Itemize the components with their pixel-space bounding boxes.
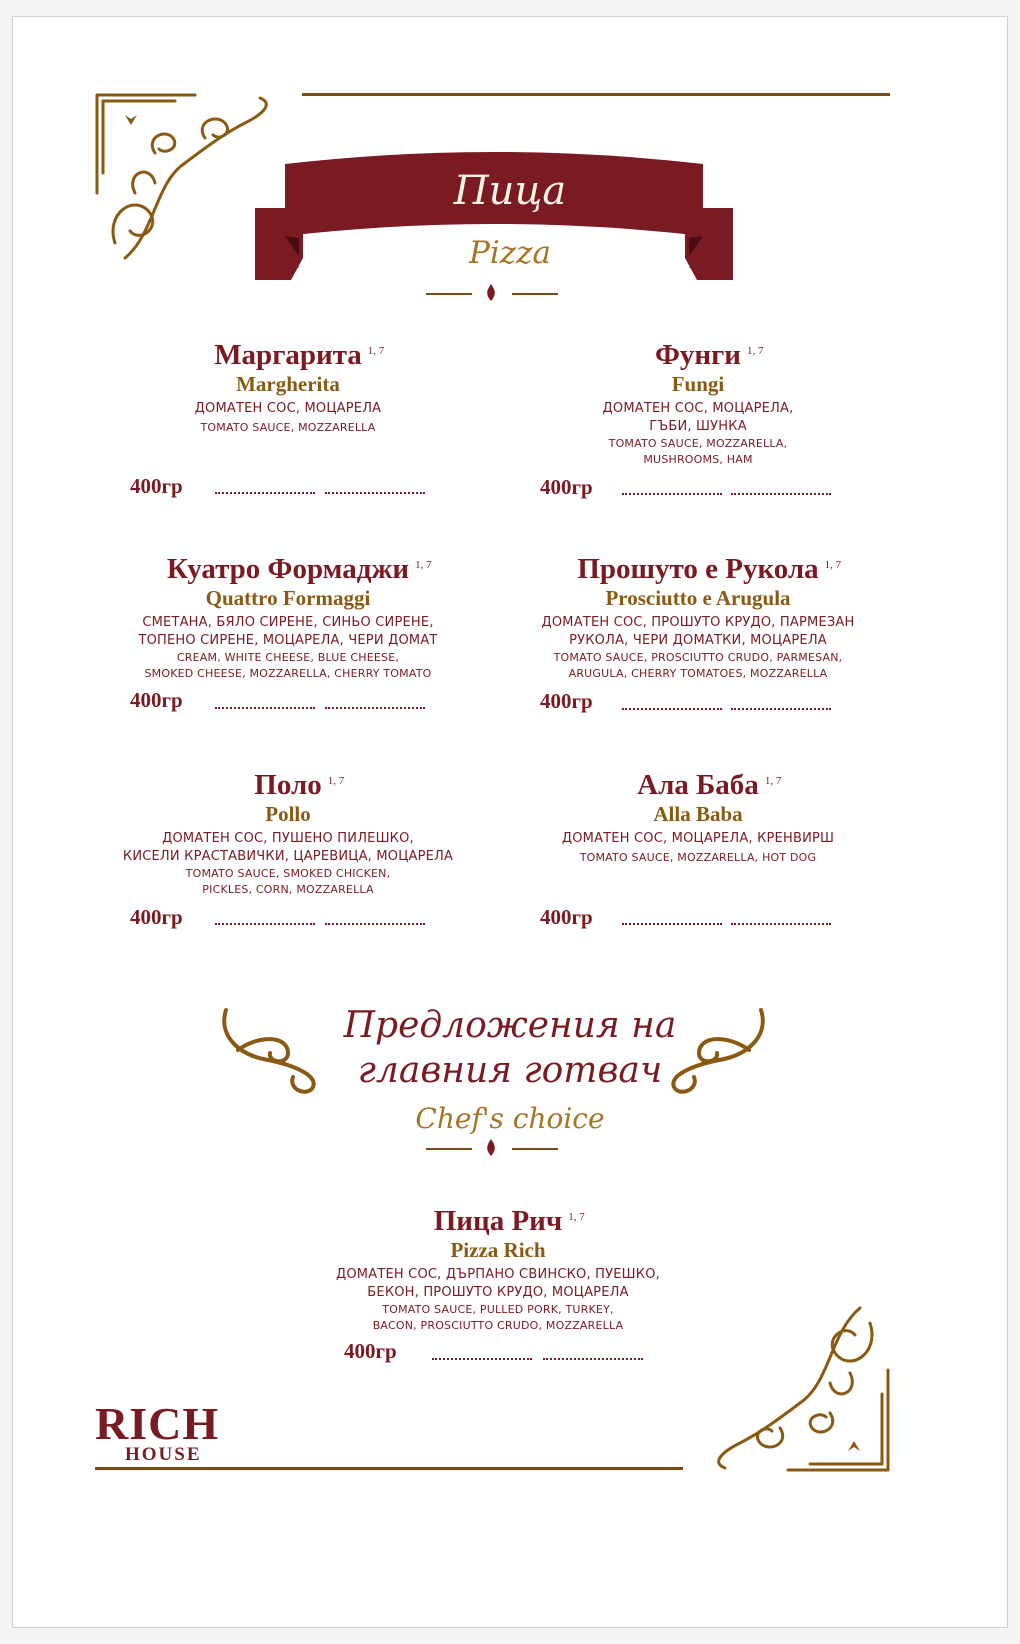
chef-divider-right	[512, 1148, 558, 1150]
allergen-codes: 1, 7	[367, 345, 385, 357]
logo-rich: RICH	[95, 1398, 220, 1449]
title-divider-right	[512, 293, 558, 295]
price-dots	[731, 708, 831, 710]
dish-name-en: Alla Baba	[653, 802, 743, 826]
menu-item-prosciutto-arugula	[488, 552, 908, 682]
chef-divider-left	[426, 1148, 472, 1150]
ingredients-bg: ДОМАТЕН СОС, ДЪРПАНО СВИНСКО, ПУЕШКО, БЕКОН, ПРОШУТО КРУДО, МОЦАРЕЛА	[336, 1267, 660, 1300]
price-dots	[622, 923, 722, 925]
ingredients-en: TOMATO SAUCE, MOZZARELLA	[200, 421, 376, 434]
title-divider-left	[426, 293, 472, 295]
menu-item-margherita	[78, 338, 498, 436]
ingredients-bg: ДОМАТЕН СОС, МОЦАРЕЛА	[194, 401, 382, 416]
dish-name-en: Quattro Formaggi	[205, 586, 371, 610]
price-dots	[543, 1358, 643, 1360]
ingredients-bg: ДОМАТЕН СОС, МОЦАРЕЛА, КРЕНВИРШ	[561, 831, 835, 846]
allergen-codes: 1, 7	[747, 345, 764, 357]
dish-weight: 400гр	[540, 689, 593, 713]
price-dots	[622, 493, 722, 495]
menu-item-quattro-formaggi	[78, 552, 498, 682]
dish-name-bg: Прошуто е Рукола 1, 7	[577, 552, 818, 586]
page-title-en: Pizza	[469, 235, 551, 271]
menu-item-alla-baba	[488, 768, 908, 866]
chef-section-title: Предложения на главния готвач	[343, 1005, 677, 1091]
page-title-bg: Пица	[453, 168, 567, 214]
dish-name-bg: Куатро Формаджи 1, 7	[167, 552, 409, 586]
price-dots	[432, 1358, 532, 1360]
ingredients-bg: ДОМАТЕН СОС, ПРОШУТО КРУДО, ПАРМЕЗАН РУКОЛА, ЧЕРИ ДОМАТКИ, МОЦАРЕЛА	[541, 615, 855, 648]
price-dots	[325, 923, 425, 925]
dish-weight: 400гр	[540, 475, 593, 499]
dish-weight: 400гр	[344, 1339, 397, 1363]
bottom-rule	[95, 1467, 683, 1470]
dish-name-bg: Пица Рич 1, 7	[434, 1204, 563, 1238]
dish-name-en: Margherita	[236, 372, 340, 396]
menu-item-pollo	[78, 768, 498, 898]
chef-section-subtitle: Chef's choice	[415, 1102, 605, 1135]
dish-name-bg: Ала Баба 1, 7	[637, 768, 759, 802]
price-dots	[622, 708, 722, 710]
dish-name-bg: Маргарита 1, 7	[214, 338, 362, 372]
top-rule	[302, 93, 890, 96]
allergen-codes: 1, 7	[824, 559, 842, 571]
ingredients-bg: ДОМАТЕН СОС, МОЦАРЕЛА, ГЪБИ, ШУНКА	[602, 401, 794, 434]
logo-house: HOUSE	[125, 1444, 202, 1465]
dish-name-en: Prosciutto e Arugula	[605, 586, 791, 610]
dish-name-en: Pizza Rich	[450, 1238, 546, 1262]
menu-item-pizza-rich	[288, 1204, 708, 1334]
ingredients-en: TOMATO SAUCE, MOZZARELLA, HOT DOG	[579, 851, 817, 864]
ingredients-en: TOMATO SAUCE, PROSCIUTTO CRUDO, PARMESAN, ARUGULA, CHERRY TOMATOES, MOZZARELLA	[553, 651, 843, 680]
price-dots	[325, 707, 425, 709]
leaf-icon	[483, 284, 499, 302]
dish-weight: 400гр	[130, 688, 183, 712]
dish-weight: 400гр	[130, 905, 183, 929]
ingredients-bg: ДОМАТЕН СОС, ПУШЕНО ПИЛЕШКО, КИСЕЛИ КРАСТАВИЧКИ, ЦАРЕВИЦА, МОЦАРЕЛА	[122, 831, 454, 864]
menu-item-fungi	[488, 338, 908, 468]
dish-name-en: Pollo	[265, 802, 311, 826]
price-dots	[731, 923, 831, 925]
ingredients-en: TOMATO SAUCE, PULLED PORK, TURKEY, BACON, PROSCIUTTO CRUDO, MOZZARELLA	[372, 1303, 624, 1332]
price-dots	[215, 492, 315, 494]
dish-weight: 400гр	[130, 474, 183, 498]
allergen-codes: 1, 7	[764, 775, 782, 787]
ingredients-bg: СМЕТАНА, БЯЛО СИРЕНЕ, СИНЬО СИРЕНЕ, ТОПЕНО СИРЕНЕ, МОЦАРЕЛА, ЧЕРИ ДОМАТ	[138, 615, 438, 648]
price-dots	[731, 493, 831, 495]
price-dots	[215, 707, 315, 709]
ingredients-en: CREAM, WHITE CHEESE, BLUE CHEESE, SMOKED CHEESE, MOZZARELLA, CHERRY TOMATO	[144, 651, 432, 680]
leaf-icon	[483, 1139, 499, 1157]
dish-name-bg: Поло 1, 7	[254, 768, 321, 802]
dish-name-bg: Фунги 1, 7	[655, 338, 741, 372]
dish-name-en: Fungi	[671, 372, 725, 396]
price-dots	[215, 923, 315, 925]
ingredients-en: TOMATO SAUCE, MOZZARELLA, MUSHROOMS, HAM	[608, 437, 788, 466]
price-dots	[325, 492, 425, 494]
ingredients-en: TOMATO SAUCE, SMOKED CHICKEN, PICKLES, CORN, MOZZARELLA	[185, 867, 391, 896]
allergen-codes: 1, 7	[327, 775, 345, 787]
dish-weight: 400гр	[540, 905, 593, 929]
corner-flourish-bottom-right	[710, 1298, 890, 1473]
allergen-codes: 1, 7	[415, 559, 432, 571]
allergen-codes: 1, 7	[568, 1211, 585, 1223]
